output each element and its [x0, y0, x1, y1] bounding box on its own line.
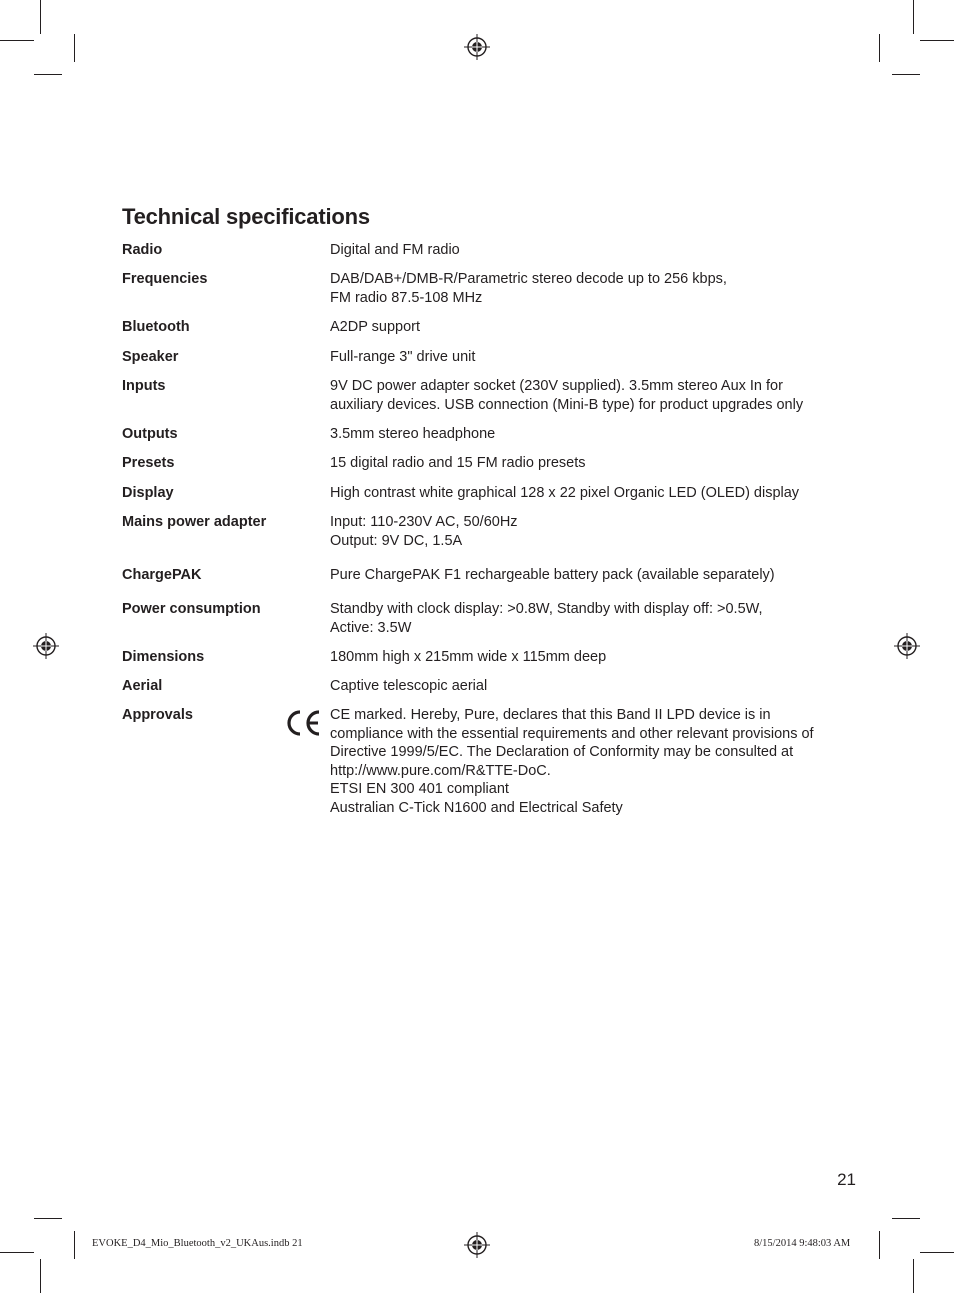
spec-label: Speaker — [122, 349, 179, 365]
spec-value — [330, 566, 842, 585]
crop-mark — [920, 1252, 954, 1253]
spec-value — [330, 241, 842, 260]
spec-value — [330, 348, 842, 367]
slug-timestamp: 8/15/2014 9:48:03 AM — [754, 1238, 851, 1249]
spec-value — [330, 648, 842, 667]
crop-mark — [40, 1259, 41, 1293]
crop-mark — [913, 0, 914, 34]
spec-value-line: 3.5mm stereo headphone — [330, 426, 496, 442]
spec-label: Display — [122, 485, 174, 501]
crop-mark — [913, 1259, 914, 1293]
spec-value — [330, 600, 842, 637]
crop-mark — [879, 1231, 880, 1259]
spec-value-line: Captive telescopic aerial — [330, 678, 488, 694]
spec-value-line: Directive 1999/5/EC. The Declaration of Conformity may be consulted at — [330, 744, 794, 760]
spec-value — [330, 377, 842, 414]
spec-label: Presets — [122, 455, 175, 471]
spec-value-line: Standby with clock display: >0.8W, Standby with display off: >0.5W, — [330, 601, 763, 617]
spec-value-line: CE marked. Hereby, Pure, declares that this Band II LPD device is in — [330, 707, 771, 723]
spec-value — [330, 677, 842, 696]
spec-value — [330, 513, 842, 550]
spec-label: Outputs — [122, 426, 178, 442]
spec-value — [330, 706, 842, 817]
spec-value — [330, 484, 842, 503]
spec-value-line: compliance with the essential requirements and other relevant provisions of — [330, 725, 814, 742]
slug-filename: EVOKE_D4_Mio_Bluetooth_v2_UKAus.indb 21 — [92, 1238, 303, 1249]
spec-label: Mains power adapter — [122, 514, 267, 530]
spec-label: Dimensions — [122, 649, 205, 665]
registration-crosshair-icon — [464, 34, 490, 60]
crop-mark — [0, 1252, 34, 1253]
spec-value — [330, 318, 842, 337]
spec-value-line: Pure ChargePAK F1 rechargeable battery pack (available separately) — [330, 567, 775, 583]
spec-value-line: Full-range 3" drive unit — [330, 349, 476, 365]
spec-label: Radio — [122, 242, 163, 258]
spec-value-line: Input: 110-230V AC, 50/60Hz — [330, 514, 518, 530]
spec-value-line: ETSI EN 300 401 compliant — [330, 781, 509, 797]
spec-value — [330, 454, 842, 473]
spec-value-line: Output: 9V DC, 1.5A — [330, 532, 463, 549]
spec-value-line: DAB/DAB+/DMB-R/Parametric stereo decode up to 256 kbps, — [330, 271, 727, 287]
spec-label: Bluetooth — [122, 319, 190, 335]
spec-value-line: A2DP support — [330, 319, 421, 335]
spec-value-line: 180mm high x 215mm wide x 115mm deep — [330, 649, 607, 665]
spec-value-line: 15 digital radio and 15 FM radio presets — [330, 455, 586, 471]
crop-mark — [74, 1231, 75, 1259]
spec-value-line: http://www.pure.com/R&TTE-DoC. — [330, 762, 551, 779]
spec-label: ChargePAK — [122, 567, 202, 583]
spec-value-line: Active: 3.5W — [330, 619, 412, 636]
spec-value-line: Digital and FM radio — [330, 242, 460, 258]
page-number: 21 — [837, 1170, 856, 1189]
crop-mark — [892, 74, 920, 75]
crop-mark — [879, 34, 880, 62]
spec-value-line: auxiliary devices. USB connection (Mini-B type) for product upgrades only — [330, 396, 804, 413]
registration-crosshair-icon — [894, 633, 920, 659]
crop-mark — [34, 1218, 62, 1219]
spec-label: Frequencies — [122, 271, 208, 287]
ce-mark-icon — [284, 709, 322, 737]
registration-crosshair-icon — [33, 633, 59, 659]
registration-crosshair-icon — [464, 1232, 490, 1258]
spec-value — [330, 270, 842, 307]
spec-value-line: High contrast white graphical 128 x 22 pixel Organic LED (OLED) display — [330, 485, 800, 501]
spec-value-line: FM radio 87.5-108 MHz — [330, 289, 483, 306]
spec-label: Approvals — [122, 707, 193, 723]
spec-value — [330, 425, 842, 444]
crop-mark — [40, 0, 41, 34]
spec-label: Inputs — [122, 378, 166, 394]
spec-value-line: 9V DC power adapter socket (230V supplied). 3.5mm stereo Aux In for — [330, 378, 783, 394]
crop-mark — [920, 40, 954, 41]
page-title: Technical specifications — [122, 204, 370, 229]
spec-label: Power consumption — [122, 601, 261, 617]
crop-mark — [34, 74, 62, 75]
spec-value-line: Australian C-Tick N1600 and Electrical Safety — [330, 799, 623, 816]
spec-label: Aerial — [122, 678, 163, 694]
crop-mark — [0, 40, 34, 41]
crop-mark — [892, 1218, 920, 1219]
crop-mark — [74, 34, 75, 62]
